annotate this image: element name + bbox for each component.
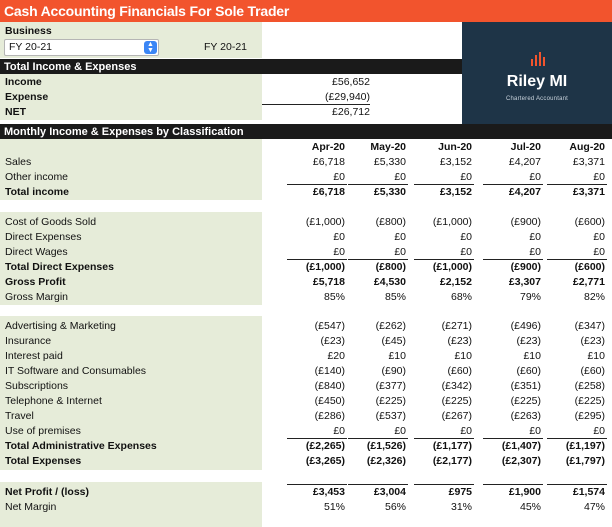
table-cell: £1,574 (572, 486, 605, 498)
table-cell: (£1,797) (565, 455, 605, 467)
table-cell: (£225) (510, 395, 541, 407)
table-cell: £3,371 (572, 156, 605, 168)
selected-year-display: FY 20-21 (204, 41, 247, 53)
table-cell: (£2,307) (501, 455, 541, 467)
table-cell: (£377) (375, 380, 406, 392)
table-cell: £3,152 (439, 156, 472, 168)
table-cell: £10 (388, 350, 406, 362)
table-cell: £0 (460, 425, 472, 437)
table-cell: £1,900 (508, 486, 541, 498)
expense-value: (£29,940) (325, 91, 370, 103)
table-cell: (£1,000) (305, 261, 345, 273)
table-cell: (£450) (314, 395, 345, 407)
income-value: £56,652 (332, 76, 370, 88)
row-label: Gross Profit (5, 276, 66, 288)
month-header: May-20 (370, 141, 406, 153)
row-label: Other income (5, 171, 69, 183)
table-cell: (£347) (574, 320, 605, 332)
table-cell: £0 (333, 246, 345, 258)
table-cell: (£1,000) (305, 216, 345, 228)
table-cell: (£537) (375, 410, 406, 422)
table-cell: (£60) (447, 365, 472, 377)
table-cell: (£900) (510, 216, 541, 228)
table-cell: £10 (523, 350, 541, 362)
table-cell: (£263) (510, 410, 541, 422)
table-cell: £3,004 (373, 486, 406, 498)
row-label: IT Software and Consumables (5, 365, 147, 377)
table-cell: (£60) (580, 365, 605, 377)
table-cell: (£342) (441, 380, 472, 392)
table-cell: £0 (529, 231, 541, 243)
table-cell: (£262) (375, 320, 406, 332)
table-cell: £2,152 (439, 276, 472, 288)
table-cell: (£286) (314, 410, 345, 422)
row-label: Net Profit / (loss) (5, 486, 90, 498)
table-cell: 51% (323, 501, 345, 513)
year-select-value: FY 20-21 (9, 41, 52, 53)
table-cell: (£1,197) (565, 440, 605, 452)
table-cell: £3,453 (312, 486, 345, 498)
row-label: Gross Margin (5, 291, 69, 303)
table-cell: (£225) (375, 395, 406, 407)
table-cell: (£351) (510, 380, 541, 392)
table-cell: £20 (327, 350, 345, 362)
row-label: Use of premises (5, 425, 81, 437)
row-label: Net Margin (5, 501, 57, 513)
month-header: Jun-20 (438, 141, 472, 153)
table-cell: (£800) (375, 216, 406, 228)
table-cell: £0 (529, 425, 541, 437)
table-cell: (£1,407) (501, 440, 541, 452)
table-cell: 56% (384, 501, 406, 513)
table-cell: £0 (529, 246, 541, 258)
net-value: £26,712 (332, 106, 370, 118)
table-cell: (£900) (510, 261, 541, 273)
table-cell: 79% (519, 291, 541, 303)
table-cell: £5,718 (312, 276, 345, 288)
row-label: Travel (5, 410, 34, 422)
row-label: Cost of Goods Sold (5, 216, 97, 228)
table-cell: £0 (460, 171, 472, 183)
business-label: Business (5, 25, 52, 37)
table-cell: (£23) (580, 335, 605, 347)
table-cell: £0 (593, 246, 605, 258)
table-cell: £5,330 (373, 186, 406, 198)
table-cell: £6,718 (312, 186, 345, 198)
table-cell: £0 (333, 425, 345, 437)
table-cell: 85% (323, 291, 345, 303)
table-cell: £10 (454, 350, 472, 362)
table-cell: £5,330 (373, 156, 406, 168)
row-label: Sales (5, 156, 32, 168)
table-cell: (£800) (375, 261, 406, 273)
table-cell: £4,530 (373, 276, 406, 288)
table-cell: (£295) (574, 410, 605, 422)
table-cell: (£271) (441, 320, 472, 332)
table-cell: £0 (593, 231, 605, 243)
table-cell: 68% (450, 291, 472, 303)
table-cell: (£23) (447, 335, 472, 347)
summary-heading: Total Income & Expenses (4, 61, 137, 73)
row-label: Interest paid (5, 350, 63, 362)
table-cell: £0 (394, 231, 406, 243)
table-cell: 45% (519, 501, 541, 513)
table-cell: (£600) (574, 216, 605, 228)
summary-section-header (0, 59, 462, 74)
table-cell: £3,152 (439, 186, 472, 198)
table-cell: £0 (460, 231, 472, 243)
table-cell: (£23) (516, 335, 541, 347)
row-label: Total Administrative Expenses (5, 440, 157, 452)
table-cell: £6,718 (312, 156, 345, 168)
row-label: Total Expenses (5, 455, 82, 467)
table-cell: (£1,000) (432, 261, 472, 273)
logo-tagline: Chartered Accountant (505, 96, 569, 102)
table-cell: (£3,265) (305, 455, 345, 467)
select-arrows-icon[interactable]: ▲ ▼ (144, 41, 157, 54)
table-cell: (£60) (516, 365, 541, 377)
table-cell: (£225) (441, 395, 472, 407)
month-header: Jul-20 (510, 141, 541, 153)
table-cell: (£2,177) (432, 455, 472, 467)
table-cell: (£258) (574, 380, 605, 392)
page-title: Cash Accounting Financials For Sole Trader (4, 3, 290, 19)
table-cell: (£2,326) (366, 455, 406, 467)
table-cell: £0 (333, 171, 345, 183)
net-label: NET (5, 106, 26, 118)
row-label: Direct Expenses (5, 231, 82, 243)
table-cell: £0 (593, 425, 605, 437)
company-logo (462, 22, 612, 124)
income-label: Income (5, 76, 42, 88)
month-header: Aug-20 (569, 141, 605, 153)
row-label: Advertising & Marketing (5, 320, 116, 332)
table-cell: 85% (384, 291, 406, 303)
monthly-heading: Monthly Income & Expenses by Classification (4, 126, 244, 138)
table-cell: £0 (394, 246, 406, 258)
table-cell: £10 (587, 350, 605, 362)
table-cell: (£840) (314, 380, 345, 392)
row-label: Total Direct Expenses (5, 261, 114, 273)
table-cell: £975 (448, 486, 472, 498)
table-cell: 47% (583, 501, 605, 513)
row-label: Telephone & Internet (5, 395, 102, 407)
table-cell: (£1,526) (366, 440, 406, 452)
month-header: Apr-20 (311, 141, 345, 153)
table-cell: £3,371 (572, 186, 605, 198)
table-cell: £0 (529, 171, 541, 183)
row-label: Direct Wages (5, 246, 68, 258)
table-cell: (£90) (381, 365, 406, 377)
table-cell: (£600) (574, 261, 605, 273)
table-cell: (£1,177) (432, 440, 472, 452)
table-cell: (£547) (314, 320, 345, 332)
table-cell: £4,207 (508, 186, 541, 198)
title-bar (0, 0, 612, 22)
table-cell: £0 (394, 425, 406, 437)
table-cell: £0 (460, 246, 472, 258)
table-cell: 82% (583, 291, 605, 303)
table-cell: (£1,000) (432, 216, 472, 228)
bar-chart-icon (531, 52, 547, 66)
table-cell: (£267) (441, 410, 472, 422)
row-label: Total income (5, 186, 69, 198)
table-cell: (£45) (381, 335, 406, 347)
table-cell: 31% (450, 501, 472, 513)
table-cell: £0 (593, 171, 605, 183)
table-cell: (£2,265) (305, 440, 345, 452)
table-cell: £0 (394, 171, 406, 183)
table-cell: £3,307 (508, 276, 541, 288)
table-cell: £2,771 (572, 276, 605, 288)
row-label: Subscriptions (5, 380, 69, 392)
table-cell: (£496) (510, 320, 541, 332)
year-select[interactable] (4, 39, 159, 56)
table-cell: £4,207 (508, 156, 541, 168)
row-label: Insurance (5, 335, 52, 347)
logo-name: Riley MI (506, 73, 568, 90)
expense-label: Expense (5, 91, 49, 103)
table-cell: £0 (333, 231, 345, 243)
table-cell: (£140) (314, 365, 345, 377)
monthly-section-header (0, 124, 612, 139)
table-cell: (£23) (320, 335, 345, 347)
table-cell: (£225) (574, 395, 605, 407)
